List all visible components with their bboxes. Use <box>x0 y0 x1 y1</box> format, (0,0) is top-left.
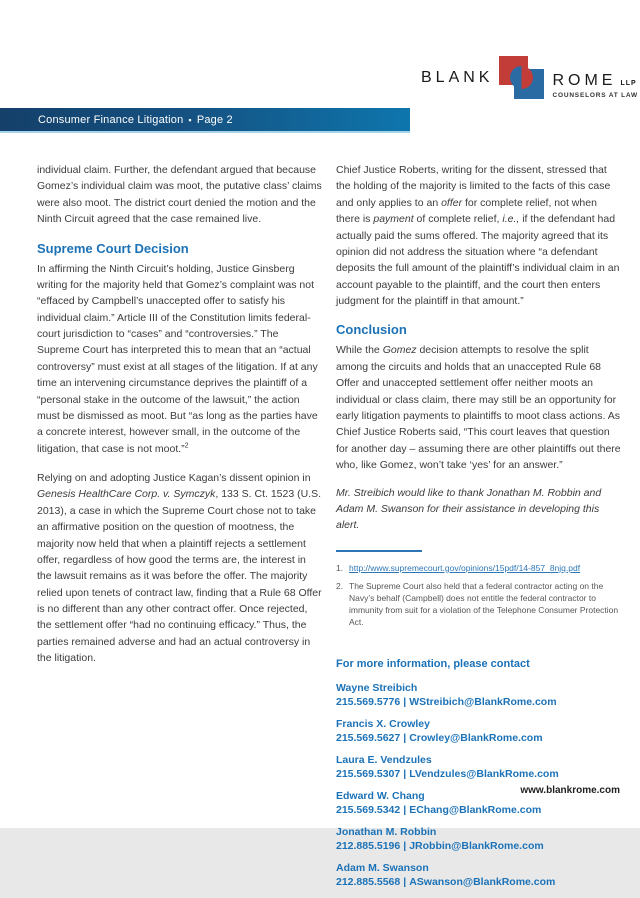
contact-phone: 215.569.5307 <box>336 768 401 781</box>
contact-email-link[interactable]: WStreibich@BlankRome.com <box>409 696 557 709</box>
footnote-supremecourt-link[interactable]: http://www.supremecourt.gov/opinions/15pdf/14-857_8njq.pdf <box>349 562 581 573</box>
contact-separator: | <box>403 804 407 817</box>
header-bar <box>0 108 410 133</box>
contact-separator: | <box>403 768 407 781</box>
logo-word-blank: BLANK <box>421 69 494 86</box>
paragraph-majority-holding: In affirming the Ninth Circuit’s holding, Justice Ginsberg writing for the majority held that Gomez’s complaint was not “effaced by Campbell’s unaccepted offer to satisfy his individual claim.” Article III of the Constitution limits federal-court jurisdiction to “cases” and “controversies.” The Supreme Court has interpreted this to mean that an “actual controversy” must exist at all stages of the litigation. If at any time an intervening circumstance deprives the plaintiff of a “personal stake in the outcome of the lawsuit,” the action must be dismissed as moot. But “as long as the parties have a concrete interest, however small, in the outcome of the litigation, that case is not moot.”$^2$ <box>37 262 318 455</box>
contact-phone: 215.569.5627 <box>336 732 401 745</box>
contact-details <box>336 767 622 781</box>
contact-name: Laura E. Vendzules <box>336 754 432 767</box>
contact-phone: 215.569.5342 <box>336 804 401 817</box>
page-number-label: Page 2 <box>196 113 233 126</box>
contact-entry <box>336 754 622 781</box>
contact-separator: | <box>403 876 407 889</box>
left-column <box>37 162 323 898</box>
contact-entry <box>336 682 622 709</box>
contact-details <box>336 695 622 709</box>
contact-email-link[interactable]: Crowley@BlankRome.com <box>409 732 543 745</box>
contact-phone: 212.885.5568 <box>336 876 401 889</box>
paragraph-roberts-dissent: Chief Justice Roberts, writing for the dissent, stressed that the holding of the majority is limited to the facts of this case and only applies to an offer for complete relief, not when there is payment of complete relief, i.e., if the defendant had actually paid the sums offered. The majority agreed that its opinion did not address the situation where “a defendant deposits the full amount of the plaintiff’s individual claim in an account payable to the plaintiff, and the court then enters judgment for the plaintiff in that amount.” <box>336 164 620 307</box>
contact-email-link[interactable]: JRobbin@BlankRome.com <box>409 840 544 853</box>
footnote-2 <box>336 581 622 628</box>
footnote-text: The Supreme Court also held that a federal contractor acting on the Navy’s behalf (Campbell) does not entitle the federal contractor to immunity from suit for a violation of the Telephone Consumer Protection Act. <box>349 581 619 627</box>
logo-llp-suffix: LLP <box>620 79 637 87</box>
contact-name: Adam M. Swanson <box>336 862 429 875</box>
paragraph-conclusion: While the Gomez decision attempts to resolve the split among the circuits and holds that an unaccepted Rule 68 Offer and unaccepted settlement offer neither moots an individual or class claim, there may still be an opportunity for early litigation payments to plaintiffs to moot class actions. As Chief Justice Roberts said, “This court leaves that question for another day – assuming there are other plaintiffs out there who, like Gomez, won’t take ‘yes’ for an answer.” <box>336 344 621 471</box>
contact-email-link[interactable]: EChang@BlankRome.com <box>409 804 542 817</box>
contact-email-link[interactable]: ASwanson@BlankRome.com <box>409 876 556 889</box>
footnote-1 <box>336 563 622 575</box>
contact-name: Jonathan M. Robbin <box>336 826 437 839</box>
blankrome-logo-icon <box>499 56 545 100</box>
contact-separator: | <box>403 732 407 745</box>
footnote-number: 1. <box>336 562 344 573</box>
newsletter-title: Consumer Finance Litigation <box>38 113 184 126</box>
contact-entry <box>336 862 622 889</box>
contact-separator: | <box>403 696 407 709</box>
contact-name: Edward W. Chang <box>336 790 425 803</box>
contact-separator: | <box>403 840 407 853</box>
section-heading-conclusion: Conclusion <box>336 322 407 338</box>
contact-details <box>336 839 622 853</box>
contact-section-heading: For more information, please contact <box>336 658 530 671</box>
logo-right-block <box>552 72 637 99</box>
footer-website-link[interactable]: www.blankrome.com <box>520 785 620 796</box>
contact-details <box>336 803 622 817</box>
section-heading-supreme-court-decision: Supreme Court Decision <box>37 240 189 256</box>
logo-tagline: COUNSELORS AT LAW <box>552 91 638 99</box>
contact-phone: 212.885.5196 <box>336 840 401 853</box>
contact-entry <box>336 826 622 853</box>
acknowledgement-note: Mr. Streibich would like to thank Jonathan M. Robbin and Adam M. Swanson for their assistance in developing this alert. <box>336 487 602 531</box>
contact-phone: 215.569.5776 <box>336 696 401 709</box>
footnote-divider <box>336 550 422 552</box>
paragraph-kagan-dissent: Relying on and adopting Justice Kagan’s dissent opinion in Genesis HealthCare Corp. v. Symczyk, 133 S. Ct. 1523 (U.S. 2013), a case in which the Supreme Court chose not to take an affirmative position on the question of mootness, the majority now held that when a plaintiff rejects a settlement offer, regardless of how good the terms are, the interest in the lawsuit remains as it was before the offer. The majority relied upon tenets of contract law, finding that a Rule 68 Offer is no different than any other contract offer. Once rejected, the settlement offer “had no continuing efficacy.” Thus, the parties remained adverse and had an actual controversy in the litigation. <box>37 472 322 665</box>
blankrome-logo <box>421 56 638 100</box>
footnote-number: 2. <box>336 581 344 592</box>
contact-entry <box>336 718 622 745</box>
logo-word-rome: ROME <box>552 71 617 89</box>
paragraph-continuation: individual claim. Further, the defendant argued that because Gomez’s individual claim was moot, the putative class’ claims were also moot. The district court denied the motion and the Ninth Circuit agreed that the case remained live. <box>37 164 322 226</box>
contact-details <box>336 731 622 745</box>
contact-details <box>336 875 622 889</box>
contact-name: Francis X. Crowley <box>336 718 430 731</box>
title-bullet-separator: ▪ <box>188 114 192 125</box>
contact-name: Wayne Streibich <box>336 682 418 695</box>
contact-email-link[interactable]: LVendzules@BlankRome.com <box>409 768 559 781</box>
